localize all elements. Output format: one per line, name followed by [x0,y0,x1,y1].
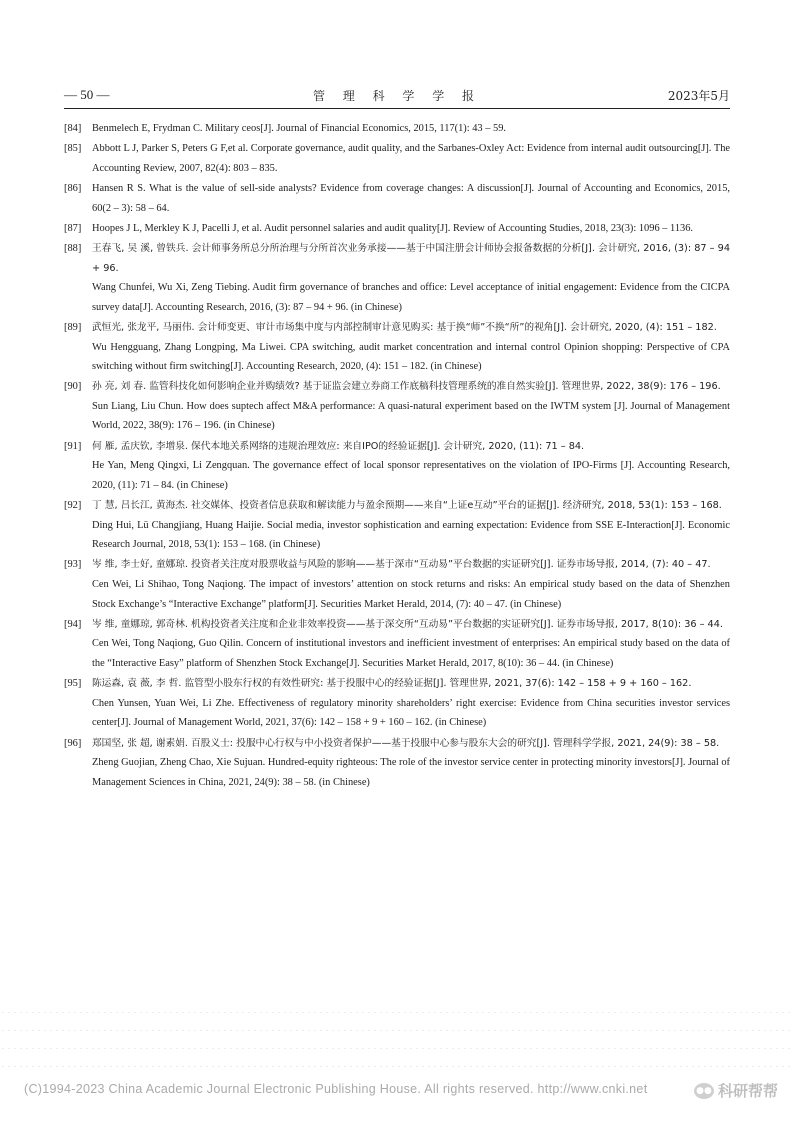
reference-number: [93] [64,559,82,571]
scan-artifact-dots [0,1030,794,1031]
reference-list [64,119,730,793]
watermark [694,1080,778,1101]
scan-artifact-dots [0,1066,794,1067]
reference-chinese-text: 王春飞, 吴 溪, 曾铁兵. 会计师事务所总分所治理与分所首次业务承接——基于中国注册会计师协会报备数据的分析[J]. 会计研究, 2016, (3): 87 – 94 + 96. [92,242,730,274]
reference-chinese-text: 岑 维, 童娜琼, 郭奇林. 机构投资者关注度和企业非效率投资——基于深交所“互动易”平台数据的实证研究[J]. 证券市场导报, 2017, 8(10): 36 – 44. [92,618,723,630]
reference-chinese-text: 何 雁, 孟庆钦, 李增泉. 保代本地关系网络的违规治理效应: 来自IPO的经验证据[J]. 会计研究, 2020, (11): 71 – 84. [92,440,585,452]
reference-item [64,219,730,239]
watermark-text: 科研帮帮 [717,1082,778,1100]
reference-number: [85] [64,143,82,155]
issue-date: 2023年5月 [667,89,730,103]
reference-english-text: Hoopes J L, Merkley K J, Pacelli J, et al. Audit personnel salaries and audit quality[J]. Review of Accounting Studies, 2018, 23(3): 1096 – 1136. [92,222,694,234]
reference-english-text: Wang Chunfei, Wu Xi, Zeng Tiebing. Audit firm governance of branches and office: Level acceptance of initial engagement: Evidence from the CICPA survey data[J]. Accounting Research, 2016, (3): 87 – 94 + 96. (in Chinese) [92,282,730,313]
reference-chinese-text: 丁 慧, 吕长江, 黄海杰. 社交媒体、投资者信息获取和解读能力与盈余预期——来自“上证e互动”平台的证据[J]. 经济研究, 2018, 53(1): 153 – 168. [92,500,722,512]
reference-number: [94] [64,618,82,630]
reference-english-text: Zheng Guojian, Zheng Chao, Xie Sujuan. Hundred-equity righteous: The role of the investor service center in protecting minority investors[J]. Journal of Management Sciences in China, 2021, 24(9): 38 – 58. (in Chinese) [92,757,730,788]
reference-item [64,496,730,555]
reference-chinese-text: 武恒光, 张龙平, 马丽伟. 会计师变更、审计市场集中度与内部控制审计意见购买: 基于换“师”不换“所”的视角[J]. 会计研究, 2020, (4): 151 – 182. [92,321,717,333]
reference-number: [88] [64,242,82,254]
reference-number: [87] [64,222,82,234]
reference-item [64,318,730,377]
reference-item [64,139,730,178]
reference-number: [92] [64,500,82,512]
reference-item [64,437,730,496]
reference-number: [91] [64,440,82,452]
reference-number: [84] [64,123,82,134]
reference-english-text: Ding Hui, Lü Changjiang, Huang Haijie. Social media, investor sophistication and earning expectation: Evidence from SSE E-Interaction[J]. Economic Research Journal, 2018, 53(1): 153 – 168. (in Chinese) [92,519,730,551]
reference-english-text: Benmelech E, Frydman C. Military ceos[J]. Journal of Financial Economics, 2015, 117(1): 43 – 59. [92,123,507,134]
reference-english-text: Cen Wei, Tong Naqiong, Guo Qilin. Concern of institutional investors and inefficient investment of enterprises: An empirical study based on the data of the “Interactive Easy” platform of Shenzhen Stock Exchange[J]. Securities Market Herald, 2017, 8(10): 36 – 44. (in Chinese) [92,638,730,669]
reference-number: [90] [64,381,82,393]
reference-number: [96] [64,737,82,749]
page-footer [24,1080,784,1100]
reference-english-text: Sun Liang, Liu Chun. How does suptech affect M&A performance: A quasi-natural experiment based on the IWTM system [J]. Journal of Management World, 2022, 38(9): 176 – 196. (in Chinese) [92,400,730,432]
reference-item [64,119,730,139]
copyright-notice: (C)1994-2023 China Academic Journal Electronic Publishing House. All rights reserved. http://www.cnki.net [24,1082,648,1096]
scan-artifact-dots [0,1012,794,1013]
reference-english-text: Hansen R S. What is the value of sell-side analysts? Evidence from coverage changes: A discussion[J]. Journal of Accounting and Economics, 2015, 60(2 – 3): 58 – 64. [92,182,730,214]
reference-english-text: Wu Hengguang, Zhang Longping, Ma Liwei. CPA switching, audit market concentration and internal control Opinion shopping: Perspective of CPA switching without firm switching[J]. Accounting Research, 2020, (4): 151 – 182. (in Chinese) [92,341,730,373]
reference-english-text: Chen Yunsen, Yuan Wei, Li Zhe. Effectiveness of regulatory minority shareholders’ right exercise: Evidence from China securities investor services center[J]. Journal of Management World, 2021, 37(6): 142 – 158 + 9 + 160 – 162. (in Chinese) [92,697,730,729]
page-number: — 50 — [64,87,110,102]
reference-item [64,674,730,733]
wechat-icon: ●● [694,1083,714,1099]
reference-item [64,615,730,674]
reference-chinese-text: 孙 亮, 刘 春. 监管科技化如何影响企业并购绩效? 基于证监会建立券商工作底稿科技管理系统的准自然实验[J]. 管理世界, 2022, 38(9): 176 – 196. [92,381,721,393]
reference-item [64,734,730,793]
reference-chinese-text: 郑国坚, 张 超, 谢素娟. 百股义士: 投服中心行权与中小投资者保护——基于投服中心参与股东大会的研究[J]. 管理科学学报, 2021, 24(9): 38 – 58. [92,737,720,749]
reference-number: [86] [64,182,82,194]
reference-item [64,555,730,614]
reference-item [64,179,730,218]
header-divider [64,108,730,109]
reference-english-text: Cen Wei, Li Shihao, Tong Naqiong. The impact of investors’ attention on stock returns and risks: An empirical study based on the data of Shenzhen Stock Exchange’s “Interactive Exchange” platform[J]. Securities Market Herald, 2014, (7): 40 – 47. (in Chinese) [92,579,730,610]
journal-title: 管 理 科 学 学 报 [312,89,482,103]
reference-number: [89] [64,321,82,333]
scan-artifact-dots [0,1048,794,1049]
reference-english-text: He Yan, Meng Qingxi, Li Zengquan. The governance effect of local sponsor representatives on the violation of IPO-Firms [J]. Accounting Research, 2020, (11): 71 – 84. (in Chinese) [92,460,730,491]
reference-chinese-text: 岑 维, 李士好, 童娜琼. 投资者关注度对股票收益与风险的影响——基于深市“互动易”平台数据的实证研究[J]. 证券市场导报, 2014, (7): 40 – 47. [92,559,711,571]
reference-english-text: Abbott L J, Parker S, Peters G F,et al. Corporate governance, audit quality, and the Sarbanes-Oxley Act: Evidence from internal audit outsourcing[J]. The Accounting Review, 2007, 82(4): 803 – 835. [92,143,730,174]
reference-item [64,377,730,436]
page-header [64,84,730,106]
reference-number: [95] [64,678,82,690]
reference-chinese-text: 陈运森, 袁 薇, 李 哲. 监管型小股东行权的有效性研究: 基于投服中心的经验证据[J]. 管理世界, 2021, 37(6): 142 – 158 + 9 + 160 – 162. [92,678,692,690]
reference-item [64,239,730,317]
